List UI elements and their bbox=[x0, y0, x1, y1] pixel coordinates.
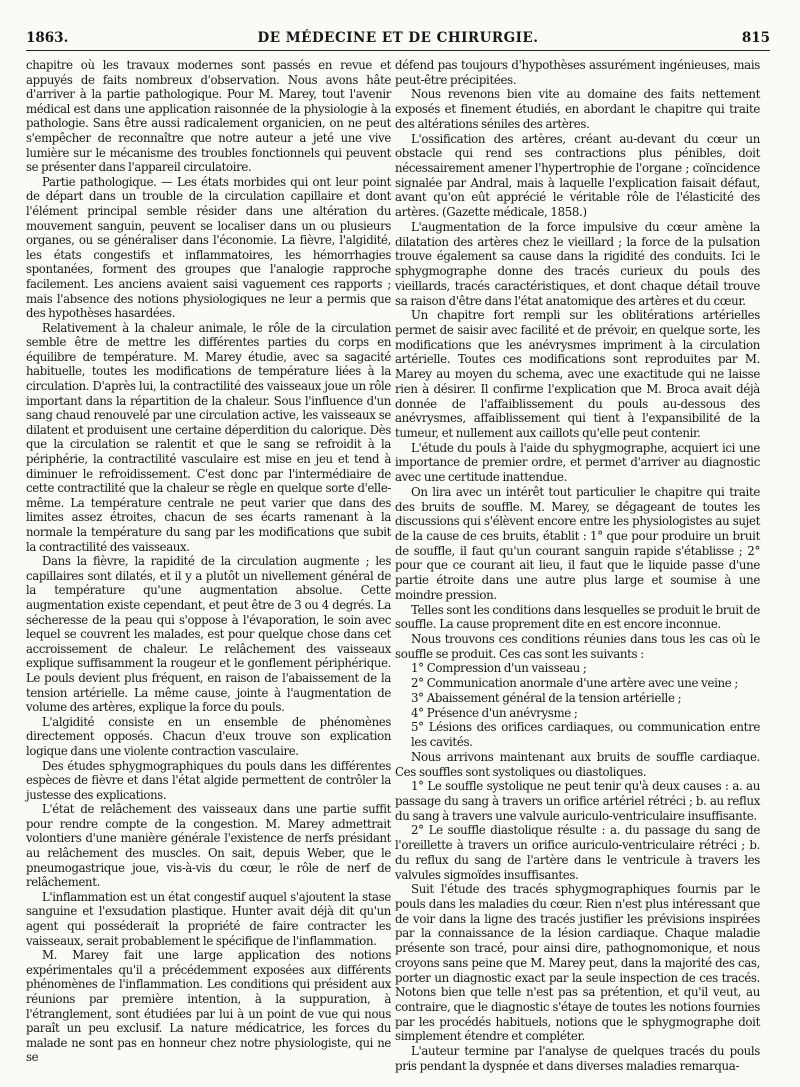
paragraph: L'inflammation est un état congestif auquel s'ajoutent la stase sanguine et l'exsudation plastique. Hunter avait déjà dit qu'un agent qui posséderait la propriété de faire contracter les vaisseaux, serait probablement le spécifique de l'inflammation. bbox=[26, 889, 391, 948]
paragraph: L'algidité consiste en un ensemble de phénomènes directement opposés. Chacun d'eux trouve son explication logique dans une violente contraction vasculaire. bbox=[26, 714, 391, 758]
header-year: 1863. bbox=[26, 30, 69, 46]
header-title: DE MÉDECINE ET DE CHIRURGIE. bbox=[257, 30, 539, 46]
paragraph: Des études sphygmographiques du pouls dans les différentes espèces de fièvre et dans l'état algide permettent de contrôler la justesse des explications. bbox=[26, 758, 391, 802]
paragraph: L'ossification des artères, créant au-devant du cœur un obstacle qui rend ses contractions plus pénibles, doit nécessairement amener l'hypertrophie de l'organe ; coïncidence signalée par Andral, mais à laquelle l'explication faisait défaut, avant qu'on eût apprécié le véritable rôle de l'élasticité des artères. (Gazette médicale, 1858.) bbox=[395, 131, 760, 220]
page-number: 815 bbox=[741, 30, 770, 46]
paragraph: chapitre où les travaux modernes sont passés en revue et appuyés de faits nombreux d'observation. Nous avons hâte d'arriver à la partie pathologique. Pour M. Marey, tout l'avenir médical est dans une application raisonnée de la physiologie à la pathologie. Sans être aussi radicalement organicien, on ne peut s'empêcher de reconnaître que notre auteur a jeté une vive lumière sur le mécanisme des troubles fonctionnels qui peuvent se présenter dans l'appareil circulatoire. bbox=[26, 58, 391, 175]
paragraph: Suit l'étude des tracés sphygmographiques fournis par le pouls dans les maladies du cœur. Rien n'est plus intéressant que de voir dans la ligne des tracés justifier les prévisions inspirées par la connaissance de la lésion cardiaque. Chaque maladie présente son tracé, pour ainsi dire, pathognomonique, et nous croyons sans peine que M. Marey peut, dans la majorité des cas, porter un diagnostic exact par la seule inspection de ces tracés. Notons bien que telle n'est pas sa prétention, et qu'il veut, au contraire, que le diagnostic s'étaye de toutes les notions fournies par les procédés habituels, notions que le sphygmographe doit simplement étendre et compléter. bbox=[395, 882, 760, 1044]
paragraph: L'auteur termine par l'analyse de quelques tracés du pouls pris pendant la dyspnée et dans diverses maladies remarqua- bbox=[395, 1044, 760, 1073]
paragraph: Relativement à la chaleur animale, le rôle de la circulation semble être de mettre les différentes parties du corps en équilibre de température. M. Marey étudie, avec sa sagacité habituelle, toutes les modifications de température liées à la circulation. D'après lui, la contractilité des vaisseaux joue un rôle important dans la répartition de la chaleur. Sous l'influence d'un sang chaud renouvelé par une circulation active, les vaisseaux se dilatent et produisent une certaine déperdition du calorique. Dès que la circulation se ralentit et que le sang se refroidit à la périphérie, la contractilité vasculaire est mise en jeu et tend à diminuer le refroidissement. C'est donc par l'intermédiaire de cette contractilité que la chaleur se règle en quelque sorte d'elle-même. La température centrale ne peut varier que dans des limites assez étroites, chacun de ses écarts ramenant à la normale la température du sang par les modifications que subit la contractilité des vaisseaux. bbox=[26, 320, 391, 554]
paragraph: L'augmentation de la force impulsive du cœur amène la dilatation des artères chez le vieillard ; la force de la pulsation trouve également sa cause dans la rigidité des conduits. Ici le sphygmographe donne des tracés curieux du pouls des vieillards, tracés caractéristiques, et dont chaque détail trouve sa raison d'être dans l'état anatomique des artères et du cœur. bbox=[395, 219, 760, 308]
paragraph: M. Marey fait une large application des notions expérimentales qu'il a précédemment exposées aux différents phénomènes de l'inflammation. Les conditions qui président aux réunions par première intention, à la suppuration, à l'étranglement, sont étudiées par lui à un point de vue qui nous paraît un peu exclusif. La nature médicatrice, les forces du malade ne sont pas en honneur chez notre physiologiste, qui ne se bbox=[26, 948, 391, 1065]
list-item: 5° Lésions des orifices cardiaques, ou communication entre les cavités. bbox=[411, 720, 760, 750]
paragraph: Telles sont les conditions dans lesquelles se produit le bruit de souffle. La cause proprement dite en est encore inconnue. bbox=[395, 602, 760, 632]
list-item: 2° Communication anormale d'une artère avec une veine ; bbox=[411, 676, 739, 691]
left-column bbox=[26, 58, 391, 1065]
paragraph: Un chapitre fort rempli sur les oblitérations artérielles permet de saisir avec facilité et de prévoir, en quelque sorte, les modifications que les anévrysmes impriment à la circulation artérielle. Toutes ces modifications sont reproduites par M. Marey au moyen du schema, avec une exactitude qui ne laisse rien à désirer. Il confirme l'explication que M. Broca avait déjà donnée de l'affaiblissement du pouls au-dessous des anévrysmes, affaiblissement qui tient à l'expansibilité de la tumeur, et nullement aux caillots qu'elle peut contenir. bbox=[395, 308, 760, 440]
paragraph: défend pas toujours d'hypothèses assurément ingénieuses, mais peut-être précipitées. bbox=[395, 58, 760, 87]
running-header bbox=[26, 28, 770, 51]
paragraph: Nous trouvons ces conditions réunies dans tous les cas où le souffle se produit. Ces cas sont les suivants : bbox=[395, 632, 760, 661]
right-column bbox=[395, 58, 760, 1074]
paragraph: On lira avec un intérêt tout particulier le chapitre qui traite des bruits de souffle. M. Marey, se dégageant de toutes les discussions qui s'élèvent encore entre les physiologistes au sujet de la cause de ces bruits, établit : 1° que pour produire un bruit de souffle, il faut qu'un courant sanguin rapide s'établisse ; 2° pour que ce courant ait lieu, il faut que le liquide passe d'une partie étroite dans une autre plus large et soumise à une moindre pression. bbox=[395, 484, 760, 602]
list-item: 4° Présence d'un anévrysme ; bbox=[411, 705, 578, 720]
list-item: 3° Abaissement général de la tension artérielle ; bbox=[411, 690, 682, 705]
paragraph: 2° Le souffle diastolique résulte : a. du passage du sang de l'oreillette à travers un orifice auriculo-ventriculaire rétréci ; b. du reflux du sang de l'artère dans le ventricule à travers les valvules sigmoïdes insuffisantes. bbox=[395, 823, 760, 882]
paragraph: 1° Le souffle systolique ne peut tenir qu'à deux causes : a. au passage du sang à travers un orifice artériel rétréci ; b. au reflux du sang à travers une valvule auriculo-ventriculaire insuffisante. bbox=[395, 779, 760, 823]
paragraph: Dans la fièvre, la rapidité de la circulation augmente ; les capillaires sont dilatés, et il y a plutôt un nivellement général de la température qu'une augmentation absolue. Cette augmentation existe cependant, et peut être de 3 ou 4 degrés. La sécheresse de la peau qui s'oppose à l'évaporation, le soin avec lequel se couvrent les malades, est pour quelque chose dans cet accroissement de chaleur. Le relâchement des vaisseaux explique suffisamment la rougeur et le gonflement périphérique. Le pouls devient plus fréquent, en raison de l'abaissement de la tension artérielle. La même cause, jointe à l'augmentation de volume des artères, explique la force du pouls. bbox=[26, 554, 391, 715]
paragraph: Nous revenons bien vite au domaine des faits nettement exposés et finement étudiés, en abordant le chapitre qui traite des altérations séniles des artères. bbox=[395, 87, 760, 131]
list-item: 1° Compression d'un vaisseau ; bbox=[411, 661, 587, 676]
paragraph: L'étude du pouls à l'aide du sphygmographe, acquiert ici une importance de premier ordre, et permet d'arriver au diagnostic avec une certitude inattendue. bbox=[395, 440, 760, 485]
text-columns bbox=[26, 58, 774, 1077]
paragraph: Partie pathologique. — Les états morbides qui ont leur point de départ dans un trouble de la circulation capillaire et dont l'élément principal semble résider dans une altération du mouvement sanguin, peuvent se localiser dans un ou plusieurs organes, ou se généraliser dans l'économie. La fièvre, l'algidité, les états congestifs et inflammatoires, les hémorrhagies spontanées, forment des groupes que l'analogie rapproche facilement. Les anciens avaient saisi vaguement ces rapports ; mais l'absence des notions physiologiques ne leur a permis que des hypothèses hasardées. bbox=[26, 174, 391, 321]
paragraph: L'état de relâchement des vaisseaux dans une partie suffit pour rendre compte de la congestion. M. Marey admettrait volontiers d'une manière générale l'existence de nerfs présidant au relâchement des muscles. On sait, depuis Weber, que le pneumogastrique joue, vis-à-vis du cœur, le rôle de nerf de relâchement. bbox=[26, 802, 391, 890]
paragraph: Nous arrivons maintenant aux bruits de souffle cardiaque. Ces souffles sont systoliques ou diastoliques. bbox=[395, 749, 760, 779]
